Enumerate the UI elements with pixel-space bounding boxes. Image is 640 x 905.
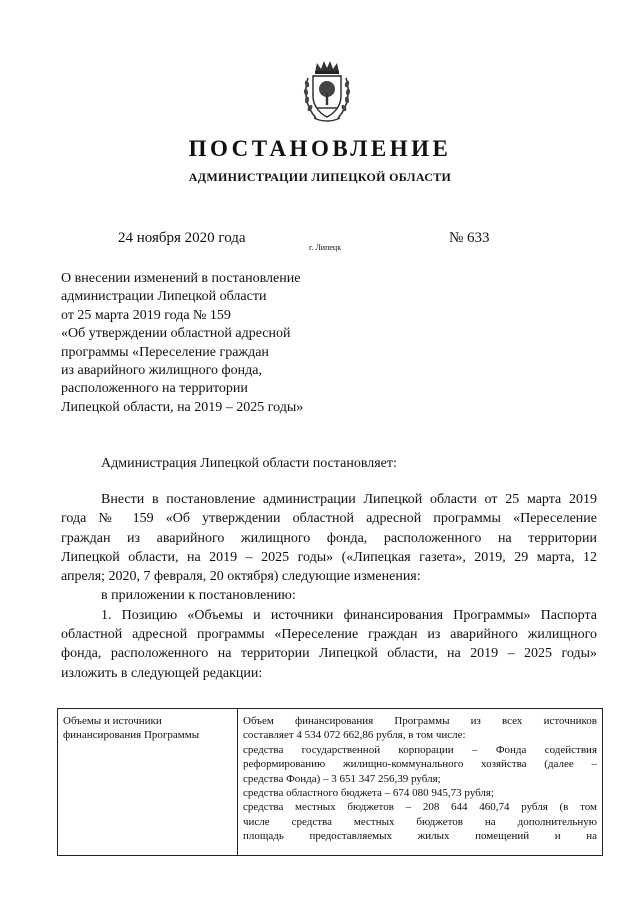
content-line: Объем финансирования Программы из всех источников xyxy=(243,715,597,727)
content-line: средства Фонда) – 3 651 347 256,39 рубля; xyxy=(243,772,441,785)
document-body xyxy=(61,490,597,683)
document-city: г. Липецк xyxy=(309,243,342,252)
document-date: 24 ноября 2020 года xyxy=(118,230,246,246)
subject-line: программы «Переселение граждан xyxy=(61,344,269,360)
subject-line: от 25 марта 2019 года № 159 xyxy=(61,307,231,323)
table-row xyxy=(58,709,603,856)
body-line: областной адресной программы «Переселение граждан из аварийного жилищного xyxy=(61,627,597,643)
document-subject xyxy=(61,270,361,417)
body-line: фонда, расположенного на территории Липецкой области, на 2019 – 2025 годы» xyxy=(61,646,597,662)
subject-line: расположенного на территории xyxy=(61,381,248,397)
subject-line: из аварийного жилищного фонда, xyxy=(61,363,262,379)
body-line: апреля; 2020, 7 февраля, 20 октября) следующие изменения: xyxy=(61,569,421,585)
content-line: числе средства местных бюджетов на дополнительную xyxy=(243,815,597,828)
label-line: Объемы и источники xyxy=(63,715,162,727)
body-line: в приложении к постановлению: xyxy=(101,588,296,604)
body-line: граждан из аварийного жилищного фонда, расположенного на территории xyxy=(61,530,597,546)
label-line: финансирования Программы xyxy=(63,729,200,742)
body-line: Липецкой области, на 2019 – 2025 годы» («Липецкая газета», 2019, 29 марта, 12 xyxy=(61,549,597,565)
table-cell-label xyxy=(58,709,238,856)
funding-table xyxy=(57,708,603,856)
document-number: № 633 xyxy=(449,230,490,246)
subject-line: администрации Липецкой области xyxy=(61,289,267,305)
coat-of-arms-icon xyxy=(302,60,352,124)
content-line: средства местных бюджетов – 208 644 460,74 рубля (в том xyxy=(243,801,597,814)
table-cell-content xyxy=(238,709,603,856)
issuing-authority: АДМИНИСТРАЦИИ ЛИПЕЦКОЙ ОБЛАСТИ xyxy=(188,170,452,184)
content-line: площадь предоставляемых жилых помещений и на xyxy=(243,830,597,843)
body-line: 1. Позицию «Объемы и источники финансирования Программы» Паспорта xyxy=(101,607,597,623)
document-title: ПОСТАНОВЛЕНИЕ xyxy=(188,136,452,161)
body-line: Внести в постановление администрации Липецкой области от 25 марта 2019 xyxy=(101,492,597,507)
content-line: реформированию жилищно-коммунального хозяйства (далее – xyxy=(243,758,597,771)
content-line: средства государственной корпорации – Фонда содействия xyxy=(243,743,597,756)
content-line: составляет 4 534 072 662,86 рубля, в том числе: xyxy=(243,729,466,742)
content-line: средства областного бюджета – 674 080 945,73 рубля; xyxy=(243,787,494,800)
subject-line: О внесении изменений в постановление xyxy=(61,271,301,286)
subject-line: Липецкой области, на 2019 – 2025 годы» xyxy=(61,399,304,415)
decree-line: Администрация Липецкой области постановляет: xyxy=(101,456,397,471)
body-line: года № 159 «Об утверждении областной адресной программы «Переселение xyxy=(61,511,597,527)
subject-line: «Об утверждении областной адресной xyxy=(61,326,291,342)
body-line: изложить в следующей редакции: xyxy=(61,665,263,681)
